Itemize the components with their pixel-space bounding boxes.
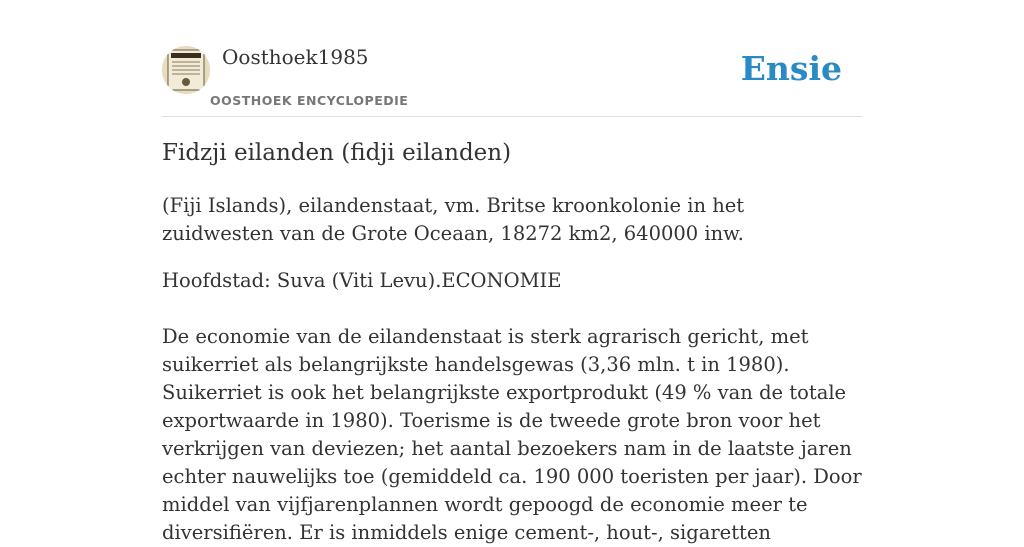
book-cover-icon: [162, 46, 210, 94]
author-name[interactable]: Oosthoek1985: [222, 45, 369, 69]
article-paragraph-capital: Hoofdstad: Suva (Viti Levu).ECONOMIE: [162, 269, 562, 292]
page-container: [162, 0, 862, 544]
author-avatar[interactable]: [162, 46, 210, 94]
ensie-logo[interactable]: Ensie: [740, 49, 842, 88]
source-label[interactable]: OOSTHOEK ENCYCLOPEDIE: [210, 93, 409, 108]
article-paragraph-economy: De economie van de eilandenstaat is sterk agrarisch gericht, met suikerriet als belangrijkste handelsgewas (3,36 mln. t in 1980). Suikerriet is ook het belangrijkste exportprodukt (49 % van de totale exportwaarde in 1980). Toerisme is de tweede grote bron voor het verkrijgen van deviezen; het aantal bezoekers nam in de laatste jaren echter nauwelijks toe (gemiddeld ca. 190 000 toeristen per jaar). Door middel van vijfjarenplannen wordt gepoogd de economie meer te diversifiëren. Er is inmiddels enige cement-, hout-, sigaretten: [162, 325, 862, 544]
article-paragraph-intro: (Fiji Islands), eilandenstaat, vm. Britse kroonkolonie in het zuidwesten van de Grote Oceaan, 18272 km2, 640000 inw.: [162, 194, 745, 245]
article-header: [162, 0, 862, 117]
article-title: Fidzji eilanden (fidji eilanden): [162, 140, 512, 166]
